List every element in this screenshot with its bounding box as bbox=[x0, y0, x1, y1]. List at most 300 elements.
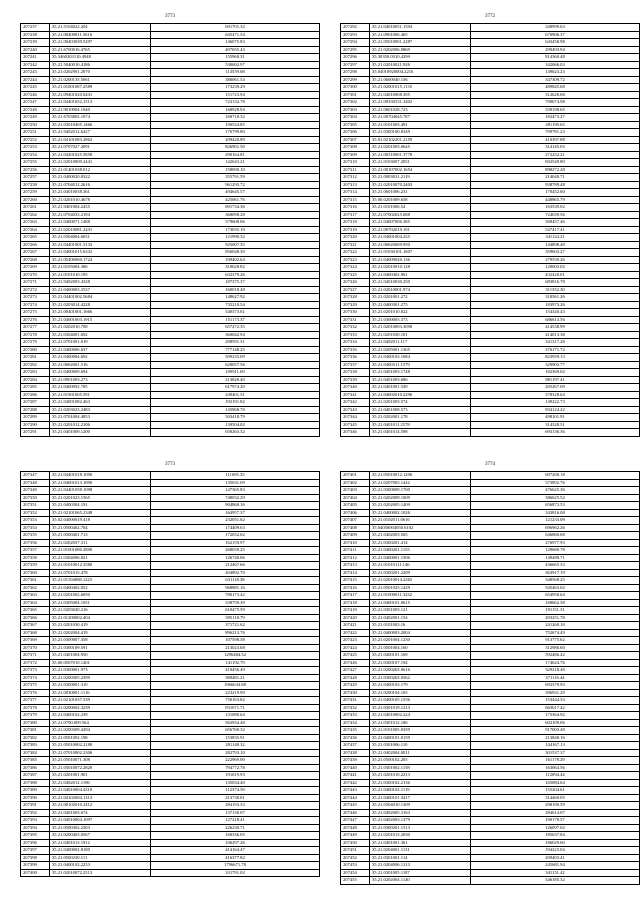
value-cell: 209403.41 bbox=[471, 854, 640, 862]
row-number-cell: 207277 bbox=[21, 324, 50, 332]
code-cell: 35.21.0300009.1700 bbox=[370, 487, 471, 495]
code-cell: 35.21.05010012.1206 bbox=[370, 472, 471, 480]
table-row bbox=[341, 787, 640, 795]
value-cell: 299493.94 bbox=[471, 46, 640, 54]
code-cell: 35.21.0600040.156 bbox=[370, 76, 471, 84]
table-row bbox=[21, 84, 320, 92]
code-cell: 35.21.0207003.1442 bbox=[370, 479, 471, 487]
value-cell: 312986.60 bbox=[471, 644, 640, 652]
code-cell: 35.21.0204001.1131 bbox=[370, 847, 471, 855]
value-cell: 348568.25 bbox=[471, 577, 640, 585]
table-row bbox=[341, 31, 640, 39]
row-number-cell: 207331 bbox=[341, 316, 370, 324]
value-cell: 545463.02 bbox=[471, 584, 640, 592]
table-row bbox=[341, 652, 640, 660]
value-cell: 168718.32 bbox=[151, 114, 320, 122]
code-cell: 35.21.9402012.6427 bbox=[50, 129, 151, 137]
row-number-cell: 207264 bbox=[21, 226, 50, 234]
row-number-cell: 207402 bbox=[341, 479, 370, 487]
value-cell: 213023.68 bbox=[151, 644, 320, 652]
code-cell: 35.21.0301005.1187 bbox=[370, 869, 471, 877]
table-row bbox=[21, 39, 320, 47]
code-cell: 35.21.0400102.2253 bbox=[50, 862, 151, 870]
row-number-cell: 207349 bbox=[21, 487, 50, 495]
table-row bbox=[341, 554, 640, 562]
row-number-cell: 207376 bbox=[21, 689, 50, 697]
row-number-cell: 207297 bbox=[341, 61, 370, 69]
row-number-cell: 207274 bbox=[21, 301, 50, 309]
value-cell: 631118.38 bbox=[151, 577, 320, 585]
table-row bbox=[341, 839, 640, 847]
table-row bbox=[21, 429, 320, 437]
value-cell: 135031.09 bbox=[151, 479, 320, 487]
value-cell: 346185.32 bbox=[471, 877, 640, 885]
code-cell: 35.21.6700016.4765 bbox=[50, 46, 151, 54]
code-cell: 35.21.0201003.574 bbox=[370, 399, 471, 407]
row-number-cell: 207414 bbox=[341, 569, 370, 577]
code-cell: 35.21.03010405.1466 bbox=[50, 121, 151, 129]
code-cell: 35.21.00403039.5297 bbox=[50, 39, 151, 47]
value-cell: 113559.68 bbox=[151, 69, 320, 77]
code-cell: 35.21.0400301.275 bbox=[370, 301, 471, 309]
table-row bbox=[341, 742, 640, 750]
row-number-cell: 207255 bbox=[21, 159, 50, 167]
code-cell: 35.21.0200309.4294 bbox=[50, 727, 151, 735]
row-number-cell: 207394 bbox=[21, 824, 50, 832]
row-number-cell: 207258 bbox=[21, 181, 50, 189]
row-number-cell: 207450 bbox=[341, 839, 370, 847]
table-row bbox=[21, 494, 320, 502]
code-cell: 35.21.00702019.191 bbox=[370, 226, 471, 234]
row-number-cell: 207353 bbox=[21, 517, 50, 525]
table-row bbox=[341, 734, 640, 742]
table-row bbox=[341, 862, 640, 870]
value-cell: 404892.70 bbox=[151, 569, 320, 577]
code-cell: 35.21.05010002.2180 bbox=[50, 742, 151, 750]
value-cell: 314328.51 bbox=[471, 421, 640, 429]
row-number-cell: 207433 bbox=[341, 712, 370, 720]
code-cell: 35.21.04401018.1090 bbox=[50, 472, 151, 480]
row-number-cell: 207307 bbox=[341, 136, 370, 144]
table-row bbox=[341, 689, 640, 697]
table-row bbox=[21, 159, 320, 167]
row-number-cell: 207321 bbox=[341, 241, 370, 249]
code-cell: 35.21.0701015.478 bbox=[50, 569, 151, 577]
value-cell: 904860.16 bbox=[151, 502, 320, 510]
code-cell: 35.21.0200135.5061 bbox=[50, 76, 151, 84]
code-cell: 35.21.09401020.0431 bbox=[50, 91, 151, 99]
register-table bbox=[340, 471, 640, 885]
table-row bbox=[21, 502, 320, 510]
table-row bbox=[21, 376, 320, 384]
value-cell: 174409.63 bbox=[151, 524, 320, 532]
table-row bbox=[21, 719, 320, 727]
table-row bbox=[341, 614, 640, 622]
table-row bbox=[341, 204, 640, 212]
table-row bbox=[21, 249, 320, 257]
row-number-cell: 207337 bbox=[341, 361, 370, 369]
value-cell: 709781.23 bbox=[471, 129, 640, 137]
code-cell: 35.21.0400103.179 bbox=[370, 682, 471, 690]
value-cell: 497655.43 bbox=[151, 46, 320, 54]
value-cell: 396931.29 bbox=[471, 689, 640, 697]
value-cell: 112094.44 bbox=[471, 772, 640, 780]
value-cell: 194223.04 bbox=[471, 847, 640, 855]
code-cell: 35.21.0304004.6051 bbox=[50, 234, 151, 242]
code-cell: 35.30350.0310.4299 bbox=[370, 54, 471, 62]
value-cell: 268039.25 bbox=[151, 547, 320, 555]
code-cell: 35.21.0200305.2399 bbox=[50, 674, 151, 682]
code-cell: 35.21.02010009.2441 bbox=[50, 159, 151, 167]
table-row bbox=[21, 764, 320, 772]
value-cell: 186029.60 bbox=[471, 839, 640, 847]
value-cell: 232051.62 bbox=[151, 517, 320, 525]
value-cell: 363917.19 bbox=[471, 569, 640, 577]
page-title: 3773 bbox=[165, 14, 175, 19]
table-row bbox=[21, 854, 320, 862]
code-cell: 35.21.0401009.1200 bbox=[50, 429, 151, 437]
code-cell: 35.21.0300201.1513 bbox=[370, 824, 471, 832]
code-cell: 35.21.0202009.1009 bbox=[370, 494, 471, 502]
table-row bbox=[21, 211, 320, 219]
row-number-cell: 207281 bbox=[21, 354, 50, 362]
row-number-cell: 207305 bbox=[341, 121, 370, 129]
table-row bbox=[341, 211, 640, 219]
value-cell: 121233.09 bbox=[471, 517, 640, 525]
row-number-cell: 207410 bbox=[341, 539, 370, 547]
row-number-cell: 207409 bbox=[341, 532, 370, 540]
value-cell: 790674.98 bbox=[471, 99, 640, 107]
code-cell: 35.21.02010081.2431 bbox=[50, 226, 151, 234]
table-row bbox=[341, 346, 640, 354]
value-cell: 425061.76 bbox=[151, 196, 320, 204]
code-cell: 35.21.05010071.308 bbox=[50, 757, 151, 765]
row-number-cell: 207329 bbox=[341, 301, 370, 309]
table-row bbox=[21, 286, 320, 294]
table-row bbox=[21, 391, 320, 399]
code-cell: 35.21.0400201.1155 bbox=[370, 547, 471, 555]
code-cell: 35.21.0400001.1506 bbox=[370, 554, 471, 562]
value-cell: 342066.03 bbox=[471, 61, 640, 69]
row-number-cell: 207249 bbox=[21, 114, 50, 122]
value-cell: 203251.78 bbox=[471, 614, 640, 622]
row-number-cell: 207445 bbox=[341, 802, 370, 810]
code-cell: 35.21.0203020.216 bbox=[50, 607, 151, 615]
value-cell: 182473.27 bbox=[471, 114, 640, 122]
row-number-cell: 207421 bbox=[341, 622, 370, 630]
code-cell: 35.21.01104008.1225 bbox=[50, 577, 151, 585]
table-row bbox=[341, 279, 640, 287]
table-row bbox=[21, 832, 320, 840]
value-cell: 656873.53 bbox=[471, 502, 640, 510]
code-cell: 35.21.0202037.311 bbox=[50, 539, 151, 547]
table-row bbox=[341, 539, 640, 547]
table-row bbox=[21, 264, 320, 272]
row-number-cell: 207362 bbox=[21, 584, 50, 592]
code-cell: 35.21.0401014.598 bbox=[370, 429, 471, 437]
code-cell: 35.21.0402005.3163 bbox=[370, 809, 471, 817]
value-cell: 148627.92 bbox=[151, 294, 320, 302]
row-number-cell: 207443 bbox=[341, 787, 370, 795]
table-row bbox=[21, 794, 320, 802]
table-row bbox=[341, 376, 640, 384]
row-number-cell: 207405 bbox=[341, 502, 370, 510]
value-cell: 314145.03 bbox=[471, 144, 640, 152]
value-cell: 693136.36 bbox=[471, 429, 640, 437]
code-cell: 35.21.0400311.1579 bbox=[370, 361, 471, 369]
row-number-cell: 207437 bbox=[341, 742, 370, 750]
code-cell: 35.21.0201013.2030 bbox=[370, 832, 471, 840]
row-number-cell: 207251 bbox=[21, 129, 50, 137]
value-cell: 282793.10 bbox=[151, 749, 320, 757]
row-number-cell: 207313 bbox=[341, 181, 370, 189]
row-number-cell: 207344 bbox=[341, 414, 370, 422]
code-cell: 35.21.0105004.386 bbox=[50, 264, 151, 272]
table-row bbox=[21, 472, 320, 480]
value-cell: 245681.94 bbox=[471, 862, 640, 870]
code-cell: 35.21.0300201.414 bbox=[370, 539, 471, 547]
code-cell: 35.21.0201001.272 bbox=[370, 294, 471, 302]
value-cell: 135034.40 bbox=[151, 779, 320, 787]
code-cell: 35.21.0201001.901 bbox=[50, 772, 151, 780]
table-row bbox=[21, 637, 320, 645]
code-cell: 35.21.0300201.2209 bbox=[370, 569, 471, 577]
table-row bbox=[21, 547, 320, 555]
table-row bbox=[21, 331, 320, 339]
code-cell: 35.21.00401001.1666 bbox=[50, 309, 151, 317]
value-cell: 155960.31 bbox=[151, 54, 320, 62]
row-number-cell: 207316 bbox=[341, 204, 370, 212]
row-number-cell: 207374 bbox=[21, 674, 50, 682]
row-number-cell: 207361 bbox=[21, 577, 50, 585]
row-number-cell: 207412 bbox=[341, 554, 370, 562]
value-cell: 126740.06 bbox=[151, 554, 320, 562]
value-cell: 331791.02 bbox=[151, 869, 320, 877]
row-number-cell: 207417 bbox=[341, 592, 370, 600]
code-cell: 35.00.0201009.658 bbox=[370, 196, 471, 204]
row-number-cell: 207400 bbox=[21, 869, 50, 877]
row-number-cell: 207332 bbox=[341, 324, 370, 332]
value-cell: 643458.98 bbox=[471, 39, 640, 47]
row-number-cell: 207351 bbox=[21, 502, 50, 510]
code-cell: 35.21.0301012.186 bbox=[370, 719, 471, 727]
row-number-cell: 207285 bbox=[21, 384, 50, 392]
row-number-cell: 207318 bbox=[341, 219, 370, 227]
value-cell: 735210.54 bbox=[151, 301, 320, 309]
row-number-cell: 207243 bbox=[21, 69, 50, 77]
code-cell: 35.21.04009020.136 bbox=[370, 256, 471, 264]
table-row bbox=[21, 689, 320, 697]
value-cell: 961295.72 bbox=[151, 181, 320, 189]
table-row bbox=[21, 772, 320, 780]
row-number-cell: 207392 bbox=[21, 809, 50, 817]
table-row bbox=[341, 39, 640, 47]
value-cell: 191019.93 bbox=[151, 772, 320, 780]
table-row bbox=[341, 121, 640, 129]
row-number-cell: 207432 bbox=[341, 704, 370, 712]
code-cell: 35.21.9402003.4328 bbox=[50, 279, 151, 287]
row-number-cell: 207325 bbox=[341, 271, 370, 279]
value-cell: 448865.79 bbox=[471, 196, 640, 204]
value-cell: 368098.28 bbox=[151, 211, 320, 219]
table-row bbox=[341, 847, 640, 855]
row-number-cell: 207254 bbox=[21, 151, 50, 159]
row-number-cell: 207244 bbox=[21, 76, 50, 84]
code-cell: 35.21.0304010.1309 bbox=[370, 802, 471, 810]
page-title: 3772 bbox=[485, 14, 495, 19]
row-number-cell: 207302 bbox=[341, 99, 370, 107]
table-row bbox=[341, 877, 640, 885]
table-row bbox=[341, 414, 640, 422]
page-top-right bbox=[340, 14, 640, 437]
table-row bbox=[341, 339, 640, 347]
row-number-cell: 207311 bbox=[341, 166, 370, 174]
value-cell: 697200.18 bbox=[471, 472, 640, 480]
code-cell: 35.21.0400402.961 bbox=[370, 271, 471, 279]
table-row bbox=[341, 697, 640, 705]
value-cell: 436665.33 bbox=[471, 562, 640, 570]
value-cell: 724039.56 bbox=[471, 211, 640, 219]
table-row bbox=[341, 659, 640, 667]
table-row bbox=[341, 136, 640, 144]
row-number-cell: 207263 bbox=[21, 219, 50, 227]
value-cell: 489845.68 bbox=[471, 84, 640, 92]
code-cell: 35.21.0301002.1158 bbox=[370, 764, 471, 772]
value-cell: 380061.54 bbox=[151, 76, 320, 84]
row-number-cell: 207455 bbox=[341, 877, 370, 885]
value-cell: 192191.82 bbox=[151, 399, 320, 407]
table-row bbox=[21, 749, 320, 757]
table-row bbox=[21, 532, 320, 540]
table-row bbox=[341, 869, 640, 877]
table-row bbox=[21, 309, 320, 317]
value-cell: 343816.08 bbox=[471, 509, 640, 517]
value-cell: 284193.33 bbox=[151, 802, 320, 810]
code-cell: 35.21.02010072.2513 bbox=[50, 869, 151, 877]
table-row bbox=[341, 749, 640, 757]
code-cell: 35.21.04101083.2862 bbox=[50, 136, 151, 144]
table-row bbox=[21, 234, 320, 242]
value-cell: 898272.28 bbox=[471, 166, 640, 174]
row-number-cell: 207359 bbox=[21, 562, 50, 570]
code-cell: 35.21.9010004.1940 bbox=[50, 106, 151, 114]
table-row bbox=[21, 294, 320, 302]
code-cell: 35.21.0402012.1196 bbox=[50, 779, 151, 787]
row-number-cell: 207323 bbox=[341, 256, 370, 264]
row-number-cell: 207380 bbox=[21, 719, 50, 727]
row-number-cell: 207391 bbox=[21, 802, 50, 810]
code-cell: 35.21.0401011.2578 bbox=[370, 421, 471, 429]
value-cell: 147365.83 bbox=[151, 487, 320, 495]
table-row bbox=[21, 869, 320, 877]
value-cell: 175364.92 bbox=[471, 712, 640, 720]
value-cell: 142643.21 bbox=[151, 159, 320, 167]
value-cell: 692379.93 bbox=[471, 682, 640, 690]
table-row bbox=[21, 61, 320, 69]
table-row bbox=[21, 757, 320, 765]
value-cell: 249401.51 bbox=[151, 391, 320, 399]
row-number-cell: 207342 bbox=[341, 399, 370, 407]
code-cell: 35.21.02101065.2348 bbox=[50, 509, 151, 517]
table-row bbox=[341, 369, 640, 377]
value-cell: 509235.09 bbox=[151, 354, 320, 362]
table-row bbox=[341, 316, 640, 324]
table-row bbox=[341, 577, 640, 585]
value-cell: 127218.41 bbox=[151, 817, 320, 825]
code-cell: 35.21.05010072.2820 bbox=[50, 764, 151, 772]
value-cell: 414164.47 bbox=[151, 847, 320, 855]
code-cell: 35.21.07010002.2306 bbox=[50, 749, 151, 757]
value-cell: 182369.02 bbox=[471, 369, 640, 377]
value-cell: 938789.48 bbox=[471, 181, 640, 189]
code-cell: 35.21.04010002.224 bbox=[370, 712, 471, 720]
table-row bbox=[21, 181, 320, 189]
code-cell: 35.21.0501025.1429 bbox=[370, 584, 471, 592]
value-cell: 692549.80 bbox=[471, 159, 640, 167]
value-cell: 339198.65 bbox=[471, 106, 640, 114]
value-cell: 540373.61 bbox=[151, 309, 320, 317]
row-number-cell: 207309 bbox=[341, 151, 370, 159]
value-cell: 360042.94 bbox=[151, 331, 320, 339]
row-number-cell: 207403 bbox=[341, 487, 370, 495]
table-row bbox=[21, 554, 320, 562]
value-cell: 498101.91 bbox=[471, 414, 640, 422]
table-row bbox=[21, 301, 320, 309]
table-row bbox=[21, 742, 320, 750]
code-cell: 35.21.01200002.404 bbox=[50, 614, 151, 622]
code-cell: 35.21.0203023.2483 bbox=[50, 406, 151, 414]
row-number-cell: 207312 bbox=[341, 174, 370, 182]
table-row bbox=[341, 256, 640, 264]
table-row bbox=[341, 151, 640, 159]
value-cell: 183973.26 bbox=[471, 301, 640, 309]
code-cell: 35.21.01030101.1607 bbox=[370, 249, 471, 257]
row-number-cell: 207265 bbox=[21, 234, 50, 242]
row-number-cell: 207253 bbox=[21, 144, 50, 152]
table-row bbox=[21, 271, 320, 279]
code-cell: 35.21.0300109.591 bbox=[50, 644, 151, 652]
row-number-cell: 207314 bbox=[341, 189, 370, 197]
code-cell: 35.21.00510001.3778 bbox=[370, 151, 471, 159]
value-cell: 146075.83 bbox=[151, 39, 320, 47]
row-number-cell: 207245 bbox=[21, 84, 50, 92]
value-cell: 241260.10 bbox=[471, 622, 640, 630]
code-cell: 35.21.0201010.4678 bbox=[50, 196, 151, 204]
code-cell: 35.21.0101006.54 bbox=[370, 204, 471, 212]
row-number-cell: 207388 bbox=[21, 779, 50, 787]
table-row bbox=[21, 91, 320, 99]
code-cell: 35.21.04001015.6332 bbox=[50, 249, 151, 257]
code-cell: 35.21.0400101.3417 bbox=[370, 794, 471, 802]
value-cell: 145968.70 bbox=[151, 406, 320, 414]
table-row bbox=[21, 226, 320, 234]
row-number-cell: 207240 bbox=[21, 46, 50, 54]
value-cell: 826901.50 bbox=[151, 144, 320, 152]
value-cell: 750163.82 bbox=[151, 697, 320, 705]
code-cell: 35.21.0400003.2004 bbox=[370, 629, 471, 637]
table-row bbox=[341, 294, 640, 302]
code-cell: 35.01.02102201.2159 bbox=[370, 136, 471, 144]
table-row bbox=[21, 607, 320, 615]
row-number-cell: 207451 bbox=[341, 847, 370, 855]
value-cell: 164957.37 bbox=[151, 509, 320, 517]
row-number-cell: 207447 bbox=[341, 817, 370, 825]
code-cell: 35.21.0500401.713 bbox=[50, 532, 151, 540]
table-row bbox=[21, 674, 320, 682]
value-cell: 1796671.78 bbox=[151, 862, 320, 870]
table-row bbox=[341, 644, 640, 652]
code-cell: 35.21.04401001.5133 bbox=[50, 241, 151, 249]
